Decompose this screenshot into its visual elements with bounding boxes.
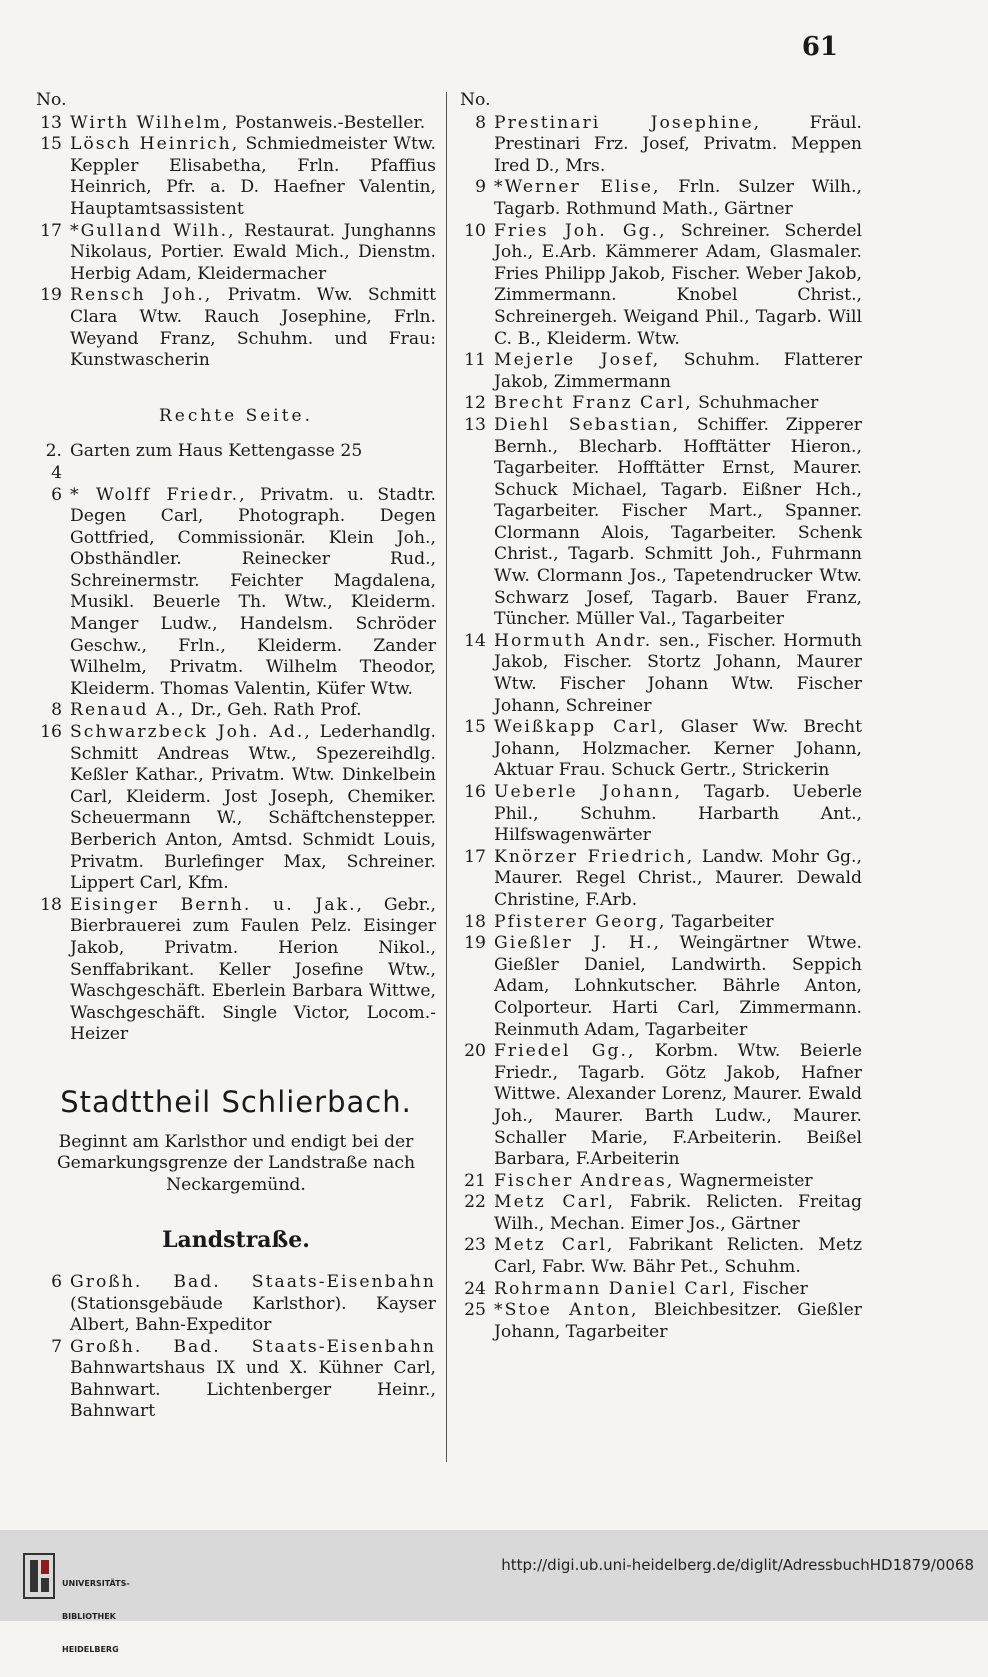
entry-lead-name: Lösch Heinrich,: [70, 134, 240, 155]
house-number: 12: [464, 393, 486, 414]
entry-text: [494, 1235, 862, 1278]
entry-lead-name: Diehl Sebastian,: [494, 414, 681, 435]
directory-entry: [36, 485, 436, 701]
entry-lead-name: Weißkapp Carl,: [494, 717, 666, 738]
house-number: 13: [464, 414, 486, 435]
house-number: 25: [464, 1300, 486, 1321]
entry-text: [494, 847, 862, 912]
entry-details: Lederhandlg. Schmitt Andreas Wtw., Spezereihdlg. Keßler Kathar., Privatm. Wtw. Dinkelbein Carl, Kleiderm. Jost Joseph, Chemiker. Scheuermann W., Schäftchenstepper. Berberich Anton, Amtsd. Schmidt Louis, Privatm. Burlefinger Max, Schreiner. Lippert Carl, Kfm.: [70, 722, 436, 894]
house-number: 9: [475, 177, 486, 198]
section-heading: Rechte Seite.: [158, 405, 314, 426]
entry-lead-name: Wirth Wilhelm,: [70, 112, 230, 133]
house-number: 13: [40, 112, 62, 133]
directory-entry: [460, 415, 862, 631]
entry-details: Restaurat. Junghanns Nikolaus, Portier. Ewald Mich., Dienstm. Herbig Adam, Kleidermacher: [70, 220, 436, 284]
entries-list: [36, 1272, 436, 1423]
directory-entry: [36, 1272, 436, 1337]
entry-details: Wagnermeister: [674, 1170, 813, 1191]
logo-line: HEIDELBERG: [62, 1645, 119, 1654]
house-number: 19: [40, 285, 62, 306]
entry-text: [494, 1041, 862, 1171]
entry-text: [494, 113, 862, 178]
entry-details: Landw. Mohr Gg., Maurer. Regel Christ., Maurer. Dewald Christine, F.Arb.: [494, 846, 862, 910]
entry-text: [494, 350, 862, 393]
directory-entry: [460, 393, 862, 415]
street-title: Landstraße.: [162, 1227, 310, 1254]
directory-entry: [460, 782, 862, 847]
entry-lead-name: Ueberle Johann,: [494, 782, 682, 802]
entry-details: Schuhmacher: [692, 393, 819, 414]
directory-entry: [460, 1300, 862, 1343]
entries-list: [36, 441, 436, 1046]
house-number: 21: [464, 1170, 486, 1191]
entry-lead-name: Mejerle Josef,: [494, 350, 661, 371]
entry-text: [70, 285, 436, 371]
house-number: 6: [51, 1271, 62, 1292]
entry-text: [70, 1272, 436, 1337]
entry-details: Tagarbeiter: [666, 911, 774, 932]
house-number: 8: [51, 700, 62, 721]
house-number: 15: [40, 134, 62, 155]
entry-lead-name: Fries Joh. Gg.,: [494, 220, 667, 241]
entry-text: [70, 134, 436, 220]
house-number: 8: [475, 112, 486, 133]
entry-details: Schiffer. Zipperer Bernh., Blecharb. Hofftätter Hieron., Tagarbeiter. Hofftätter Ernst, Maurer. Schuck Michael, Tagarb. Eißner Hch., Tagarbeiter. Fischer Mart., Spanner. Clormann Alois, Tagarbeiter. Schenk Christ., Tagarb. Schmitt Joh., Fuhrmann Ww. Clormann Jos., Tapetendrucker Wtw. Schwarz Josef, Tagarb. Bauer Franz, Tüncher. Müller Val., Tagarbeiter: [494, 414, 862, 630]
entry-text: [494, 177, 862, 220]
entry-details: Bahnwartshaus IX und X. Kühner Carl, Bahnwart. Lichtenberger Heinr., Bahnwart: [70, 1358, 436, 1422]
house-number: 6: [51, 484, 62, 505]
entry-details: Schreiner. Scherdel Joh., E.Arb. Kämmerer Adam, Glasmaler. Fries Philipp Jakob, Fischer. Weber Jakob, Zimmermann. Knobel Christ., Schreinergeh. Weigand Phil., Tagarb. Will C. B., Kleiderm. Wtw.: [494, 220, 862, 349]
house-number: 7: [51, 1336, 62, 1357]
entry-details: Bleichbesitzer. Gießler Johann, Tagarbeiter: [494, 1300, 862, 1342]
house-number: 18: [40, 894, 62, 915]
entry-lead-name: Großh. Bad. Staats-Eisenbahn: [70, 1271, 436, 1292]
entry-lead-name: Metz Carl,: [494, 1192, 615, 1213]
district-title: Stadttheil Schlierbach.: [60, 1084, 412, 1119]
page-number: 61: [801, 32, 838, 62]
library-logo-icon: [22, 1552, 56, 1600]
entry-text: [70, 1337, 436, 1423]
entry-lead-name: Hormuth Andr.: [494, 630, 653, 651]
entry-lead-name: Gießler J. H.,: [494, 933, 661, 954]
directory-entry: [36, 285, 436, 371]
entry-details: sen., Fischer. Hormuth Jakob, Fischer. Stortz Johann, Maurer Wtw. Fischer Johann Wtw. Fischer Johann, Schreiner: [494, 630, 862, 716]
entry-text: [494, 1300, 862, 1343]
directory-entry: [36, 441, 436, 484]
directory-entry: [460, 847, 862, 912]
entry-lead-name: Eisinger Bernh. u. Jak.,: [70, 894, 364, 915]
entry-lead-name: *Gulland Wilh.,: [70, 220, 236, 241]
entry-text: [70, 722, 436, 895]
entry-text: [494, 1192, 862, 1235]
directory-entry: [460, 1192, 862, 1235]
entry-lead-name: Friedel Gg.,: [494, 1041, 636, 1062]
house-number: 2. 4: [45, 441, 62, 483]
entry-lead-name: Pfisterer Georg,: [494, 911, 667, 932]
entry-text: [70, 485, 436, 701]
directory-entry: [460, 1171, 862, 1193]
directory-entry: [460, 221, 862, 351]
entry-lead-name: Schwarzbeck Joh. Ad.,: [70, 722, 312, 743]
house-number: 24: [464, 1278, 486, 1299]
house-number: 17: [40, 220, 62, 241]
entry-text: [494, 782, 862, 847]
entry-lead-name: Renaud A.,: [70, 700, 186, 721]
house-number: 20: [464, 1041, 486, 1062]
entry-details: Korbm. Wtw. Beierle Friedr., Tagarb. Götz Jakob, Hafner Wittwe. Alexander Lorenz, Maurer. Ewald Joh., Maurer. Barth Ludw., Maurer. Schaller Marie, F.Arbeiterin. Beißel Barbara, F.Arbeiterin: [494, 1041, 862, 1170]
library-logo-text: [62, 1556, 130, 1677]
entry-details: (Stationsgebäude Karlsthor). Kayser Albert, Bahn-Expeditor: [70, 1293, 436, 1336]
entry-details: Schmiedmeister Wtw. Keppler Elisabetha, Frln. Pfaffius Heinrich, Pfr. a. D. Haefner Valentin, Hauptamtsassistent: [70, 134, 437, 219]
district-description: Beginnt am Karlsthor und endigt bei der Gemarkungsgrenze der Landstraße nach Neckargemünd.: [56, 1131, 416, 1195]
entry-text: [494, 415, 862, 631]
directory-entry: [460, 717, 862, 782]
entry-details: Tagarb. Ueberle Phil., Schuhm. Harbarth Ant., Hilfswagenwärter: [494, 782, 862, 846]
entry-text: [70, 700, 436, 722]
directory-entry: [36, 895, 436, 1046]
directory-entry: [36, 134, 436, 220]
directory-entry: [36, 722, 436, 895]
entry-details: Dr., Geh. Rath Prof.: [185, 700, 362, 721]
logo-line: UNIVERSITÄTS-: [62, 1579, 130, 1588]
directory-entry: [460, 1041, 862, 1171]
entry-text: [70, 895, 436, 1046]
directory-entry: [36, 113, 436, 135]
entry-text: [494, 1279, 862, 1301]
entry-lead-name: Prestinari Josephine,: [494, 112, 762, 133]
entry-details: Fischer: [737, 1278, 808, 1299]
house-number: 16: [464, 782, 486, 802]
house-number: 22: [464, 1192, 486, 1213]
house-number: 23: [464, 1235, 486, 1256]
left-column: [36, 90, 436, 1423]
entries-list: [36, 113, 436, 372]
entry-lead-name: * Wolff Friedr.,: [70, 484, 247, 505]
viewer-footer: [0, 1530, 988, 1654]
entry-details: Gebr., Bierbrauerei zum Faulen Pelz. Eisinger Jakob, Privatm. Herion Nikol., Senffabrikant. Keller Josefine Wtw., Waschgeschäft. Eberlein Barbara Wittwe, Waschgeschäft. Single Victor, Locom.-Heizer: [70, 894, 437, 1045]
entry-details: Privatm. u. Stadtr. Degen Carl, Photograph. Degen Gottfried, Commissionär. Klein Joh., Obsthändler. Reinecker Rud., Schreinermstr. Feichter Magdalena, Musikl. Beuerle Th. Wtw., Kleiderm. Manger Ludw., Handelsm. Schröder Geschw., Frln., Kleiderm. Zander Wilhelm, Privatm. Wilhelm Theodor, Kleiderm. Thomas Valentin, Küfer Wtw.: [70, 484, 436, 699]
no-label: No.: [460, 90, 491, 110]
entry-lead-name: Metz Carl,: [494, 1235, 615, 1256]
entry-text: [494, 393, 862, 415]
entry-lead-name: Rohrmann Daniel Carl,: [494, 1278, 738, 1299]
entry-details: Glaser Ww. Brecht Johann, Holzmacher. Kerner Johann, Aktuar Frau. Schuck Gertr., Strickerin: [494, 717, 862, 781]
house-number: 10: [464, 220, 486, 241]
no-label: No.: [36, 90, 67, 110]
entry-lead-name: *Stoe Anton,: [494, 1300, 639, 1321]
entry-details: Frln. Sulzer Wilh., Tagarb. Rothmund Math., Gärtner: [494, 177, 862, 219]
directory-entry: [460, 912, 862, 934]
column-divider: [446, 92, 447, 1462]
entry-lead-name: Rensch Joh.,: [70, 285, 213, 306]
house-number: 14: [464, 630, 486, 651]
directory-entry: [460, 631, 862, 717]
entry-details: Weingärtner Wtwe. Gießler Daniel, Landwirth. Seppich Adam, Lohnkutscher. Bährle Anton, Colporteur. Harti Carl, Zimmermann. Reinmuth Adam, Tagarbeiter: [494, 933, 862, 1040]
entry-text: [494, 912, 862, 934]
entry-details: Fabrik. Relicten. Freitag Wilh., Mechan. Eimer Jos., Gärtner: [494, 1192, 862, 1234]
entry-text: [494, 631, 862, 717]
directory-entry: [460, 1279, 862, 1301]
directory-entry: [460, 113, 862, 178]
entries-list: [460, 113, 862, 1344]
entry-details: Schuhm. Flatterer Jakob, Zimmermann: [494, 350, 862, 392]
logo-line: BIBLIOTHEK: [62, 1612, 116, 1621]
house-number: 17: [464, 846, 486, 867]
directory-entry: [460, 1235, 862, 1278]
entry-details: Garten zum Haus Kettengasse 25: [70, 441, 363, 462]
entry-lead-name: Brecht Franz Carl,: [494, 393, 693, 414]
house-number: 11: [464, 350, 486, 371]
entry-text: [70, 113, 436, 135]
directory-entry: [460, 177, 862, 220]
directory-entry: [460, 933, 862, 1041]
right-column: [460, 90, 862, 1343]
entry-text: [494, 933, 862, 1041]
entry-lead-name: Fischer Andreas,: [494, 1170, 675, 1191]
directory-entry: [36, 221, 436, 286]
entry-lead-name: *Werner Elise,: [494, 177, 661, 198]
library-logo: [22, 1548, 132, 1654]
entry-details: Privatm. Ww. Schmitt Clara Wtw. Rauch Josephine, Frln. Weyand Franz, Schuhm. und Frau: Kunstwascherin: [70, 285, 436, 371]
entry-text: [70, 221, 436, 286]
entry-text: [494, 717, 862, 782]
source-url-link[interactable]: http://digi.ub.uni-heidelberg.de/diglit/AdressbuchHD1879/0068: [501, 1556, 974, 1574]
house-number: 16: [40, 722, 62, 743]
house-number: 19: [464, 933, 486, 954]
entry-details: Postanweis.-Besteller.: [229, 112, 426, 133]
entry-details: Fräul. Prestinari Frz. Josef, Privatm. Meppen Ired D., Mrs.: [494, 112, 862, 176]
directory-entry: [36, 700, 436, 722]
entry-text: [494, 221, 862, 351]
entry-text: [494, 1171, 862, 1193]
house-number: 18: [464, 911, 486, 932]
directory-entry: [460, 350, 862, 393]
house-number: 15: [464, 717, 486, 738]
directory-entry: [36, 1337, 436, 1423]
entry-text: [70, 441, 436, 484]
entry-details: Fabrikant Relicten. Metz Carl, Fabr. Ww. Bähr Pet., Schuhm.: [494, 1235, 862, 1278]
entry-lead-name: Großh. Bad. Staats-Eisenbahn: [70, 1336, 436, 1357]
entry-lead-name: Knörzer Friedrich,: [494, 846, 695, 867]
